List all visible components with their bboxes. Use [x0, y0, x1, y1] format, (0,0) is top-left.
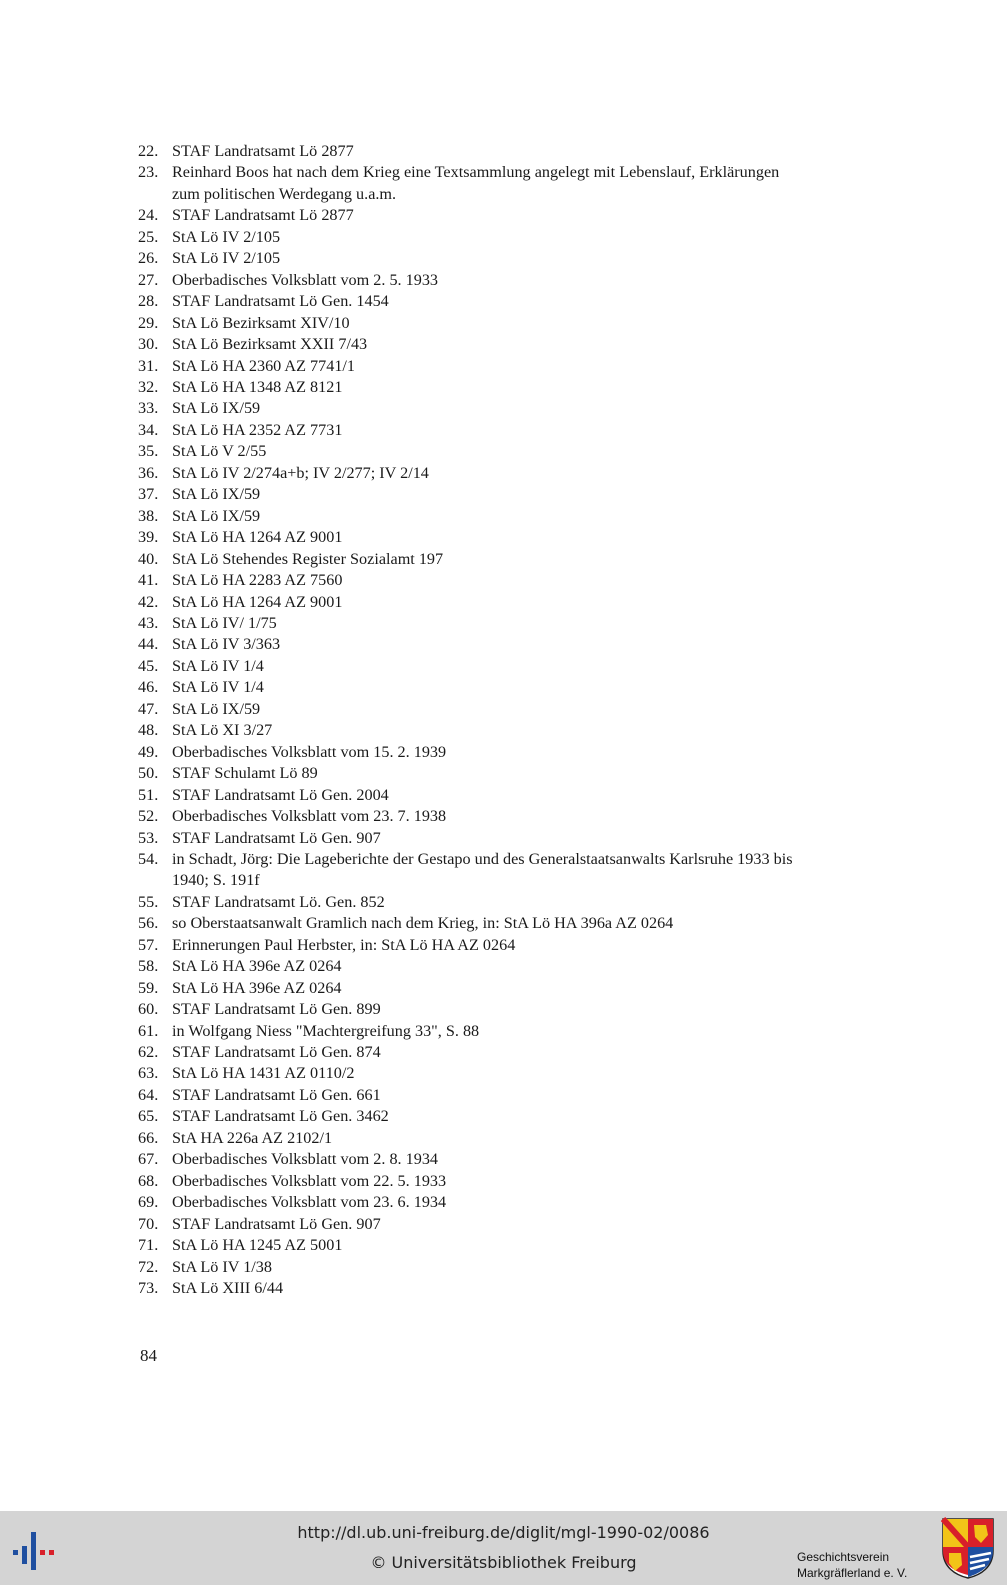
- endnote-item: [138, 892, 878, 913]
- endnote-number: 60.: [138, 1000, 159, 1019]
- endnote-item: [138, 1257, 878, 1278]
- endnote-item: [138, 1021, 878, 1042]
- endnote-text: StA HA 226a AZ 2102/1: [172, 1128, 333, 1147]
- endnote-number: 50.: [138, 764, 159, 783]
- endnote-number: 42.: [138, 592, 159, 611]
- endnote-text: StA Lö IV 3/363: [172, 635, 281, 654]
- endnote-text: StA Lö IX/59: [172, 485, 261, 504]
- endnote-item: [138, 549, 878, 570]
- endnote-item: [138, 527, 878, 548]
- endnote-item: [138, 441, 878, 462]
- endnote-number: 44.: [138, 635, 159, 654]
- endnote-item: [138, 1235, 878, 1256]
- endnote-text: Oberbadisches Volksblatt vom 22. 5. 1933: [172, 1171, 447, 1190]
- endnote-item: [138, 956, 878, 977]
- endnote-item: [138, 398, 878, 419]
- endnote-number: 64.: [138, 1085, 159, 1104]
- endnote-item: [138, 356, 878, 377]
- endnote-number: 70.: [138, 1214, 159, 1233]
- endnote-text: StA Lö IX/59: [172, 399, 261, 418]
- endnote-item: [138, 1171, 878, 1192]
- endnote-number: 31.: [138, 356, 159, 375]
- endnote-number: 66.: [138, 1128, 159, 1147]
- endnote-text: STAF Landratsamt Lö 2877: [172, 206, 354, 225]
- endnotes-list: [138, 141, 878, 1299]
- endnote-item: [138, 162, 878, 205]
- endnote-number: 25.: [138, 227, 159, 246]
- endnote-number: 38.: [138, 506, 159, 525]
- endnote-text: Oberbadisches Volksblatt vom 15. 2. 1939: [172, 742, 447, 761]
- endnote-number: 33.: [138, 399, 159, 418]
- endnote-item: [138, 913, 878, 934]
- endnote-text: Erinnerungen Paul Herbster, in: StA Lö HA AZ 0264: [172, 935, 516, 954]
- endnote-number: 54.: [138, 849, 159, 868]
- copyright-notice: © Universitätsbibliothek Freiburg: [370, 1553, 637, 1572]
- endnote-number: 48.: [138, 721, 159, 740]
- endnote-item: [138, 1042, 878, 1063]
- endnote-text: STAF Landratsamt Lö Gen. 907: [172, 828, 381, 847]
- endnote-number: 62.: [138, 1043, 159, 1062]
- endnote-text: StA Lö HA 396e AZ 0264: [172, 957, 342, 976]
- endnote-number: 22.: [138, 142, 159, 160]
- society-name-line2: Markgräflerland e. V.: [797, 1566, 908, 1580]
- endnote-item: [138, 463, 878, 484]
- endnote-text: STAF Landratsamt Lö Gen. 874: [172, 1043, 381, 1062]
- endnote-text: STAF Landratsamt Lö Gen. 3462: [172, 1107, 389, 1126]
- endnote-number: 34.: [138, 420, 159, 439]
- endnote-number: 72.: [138, 1257, 159, 1276]
- endnote-item: [138, 656, 878, 677]
- endnote-number: 59.: [138, 978, 159, 997]
- endnote-item: [138, 227, 878, 248]
- footer-bar: [0, 1511, 1007, 1585]
- endnote-text: StA Lö IV 1/4: [172, 656, 264, 675]
- endnote-number: 49.: [138, 742, 159, 761]
- endnote-text: StA Lö Bezirksamt XXII 7/43: [172, 335, 368, 354]
- endnote-text: StA Lö XIII 6/44: [172, 1279, 284, 1298]
- endnote-item: [138, 420, 878, 441]
- endnote-number: 46.: [138, 678, 159, 697]
- endnote-number: 63.: [138, 1064, 159, 1083]
- endnote-number: 52.: [138, 807, 159, 826]
- endnote-text: StA Lö HA 2360 AZ 7741/1: [172, 356, 356, 375]
- endnote-text: StA Lö IV/ 1/75: [172, 613, 277, 632]
- endnote-number: 27.: [138, 270, 159, 289]
- endnote-number: 71.: [138, 1236, 159, 1255]
- endnote-item: [138, 1085, 878, 1106]
- endnote-text: StA Lö Bezirksamt XIV/10: [172, 313, 350, 332]
- endnote-text: StA Lö IX/59: [172, 699, 261, 718]
- endnote-number: 43.: [138, 613, 159, 632]
- endnote-item: [138, 1278, 878, 1299]
- endnote-text: StA Lö HA 1348 AZ 8121: [172, 377, 343, 396]
- endnote-number: 36.: [138, 463, 159, 482]
- endnote-number: 40.: [138, 549, 159, 568]
- endnote-item: [138, 785, 878, 806]
- endnote-text: Oberbadisches Volksblatt vom 2. 8. 1934: [172, 1150, 439, 1169]
- endnote-number: 26.: [138, 249, 159, 268]
- endnote-number: 51.: [138, 785, 159, 804]
- endnote-item: [138, 1063, 878, 1084]
- endnote-number: 68.: [138, 1171, 159, 1190]
- endnote-text: STAF Landratsamt Lö Gen. 661: [172, 1085, 381, 1104]
- endnote-item: [138, 291, 878, 312]
- endnote-text: STAF Landratsamt Lö Gen. 907: [172, 1214, 381, 1233]
- endnote-number: 23.: [138, 163, 159, 182]
- endnote-item: [138, 592, 878, 613]
- endnote-text: so Oberstaatsanwalt Gramlich nach dem Krieg, in: StA Lö HA 396a AZ 0264: [172, 914, 674, 933]
- endnote-text: StA Lö IV 1/38: [172, 1257, 272, 1276]
- endnote-text: StA Lö IV 2/105: [172, 249, 281, 268]
- endnote-number: 61.: [138, 1021, 159, 1040]
- coat-of-arms-icon: [941, 1517, 995, 1579]
- society-name: [797, 1549, 927, 1581]
- endnote-number: 58.: [138, 957, 159, 976]
- endnote-text: StA Lö HA 1431 AZ 0110/2: [172, 1064, 355, 1083]
- endnote-number: 35.: [138, 442, 159, 461]
- endnote-item: [138, 763, 878, 784]
- society-name-line1: Geschichtsverein: [797, 1550, 890, 1564]
- endnote-text: in Wolfgang Niess "Machtergreifung 33", S. 88: [172, 1021, 480, 1040]
- endnote-item: [138, 484, 878, 505]
- endnote-number: 30.: [138, 335, 159, 354]
- endnote-item: [138, 270, 878, 291]
- endnote-number: 39.: [138, 528, 159, 547]
- endnote-text: StA Lö HA 396e AZ 0264: [172, 978, 342, 997]
- endnote-text: STAF Landratsamt Lö Gen. 2004: [172, 785, 389, 804]
- endnote-item: [138, 634, 878, 655]
- endnote-item: [138, 1149, 878, 1170]
- endnote-text: Oberbadisches Volksblatt vom 2. 5. 1933: [172, 270, 439, 289]
- endnote-item: [138, 999, 878, 1020]
- endnote-item: [138, 313, 878, 334]
- endnote-text: StA Lö IX/59: [172, 506, 261, 525]
- endnote-text: StA Lö HA 1245 AZ 5001: [172, 1236, 343, 1255]
- endnote-number: 65.: [138, 1107, 159, 1126]
- endnote-number: 55.: [138, 892, 159, 911]
- endnote-item: [138, 377, 878, 398]
- endnote-number: 24.: [138, 206, 159, 225]
- endnote-number: 53.: [138, 828, 159, 847]
- endnote-item: [138, 978, 878, 999]
- endnote-number: 32.: [138, 377, 159, 396]
- endnote-text: STAF Landratsamt Lö Gen. 899: [172, 1000, 381, 1019]
- endnote-number: 28.: [138, 292, 159, 311]
- endnote-text: StA Lö IV 2/274a+b; IV 2/277; IV 2/14: [172, 463, 429, 482]
- endnote-text: StA Lö HA 1264 AZ 9001: [172, 528, 343, 547]
- endnote-item: [138, 806, 878, 827]
- endnote-text: StA Lö HA 1264 AZ 9001: [172, 592, 343, 611]
- endnote-text: Reinhard Boos hat nach dem Krieg eine Textsammlung angelegt mit Lebenslauf, Erklärungen zum politischen Werdegang u.a.m.: [172, 163, 780, 203]
- endnote-text: StA Lö HA 2352 AZ 7731: [172, 420, 343, 439]
- endnote-number: 57.: [138, 935, 159, 954]
- endnote-text: StA Lö IV 1/4: [172, 678, 264, 697]
- endnote-text: StA Lö IV 2/105: [172, 227, 281, 246]
- endnote-item: [138, 570, 878, 591]
- endnote-item: [138, 720, 878, 741]
- endnote-item: [138, 828, 878, 849]
- endnote-text: in Schadt, Jörg: Die Lageberichte der Gestapo und des Generalstaatsanwalts Karlsruhe 1933 bis 1940; S. 191f: [172, 849, 793, 890]
- endnote-item: [138, 1106, 878, 1127]
- endnote-text: StA Lö Stehendes Register Sozialamt 197: [172, 549, 444, 568]
- endnote-item: [138, 699, 878, 720]
- endnote-text: StA Lö HA 2283 AZ 7560: [172, 571, 343, 590]
- endnote-item: [138, 1192, 878, 1213]
- endnote-item: [138, 141, 878, 162]
- endnote-item: [138, 613, 878, 634]
- endnote-item: [138, 506, 878, 527]
- endnote-item: [138, 849, 878, 892]
- endnote-number: 69.: [138, 1193, 159, 1212]
- endnote-text: StA Lö V 2/55: [172, 442, 267, 461]
- endnote-number: 56.: [138, 914, 159, 933]
- page-number: 84: [140, 1346, 157, 1365]
- endnote-text: STAF Landratsamt Lö Gen. 1454: [172, 292, 389, 311]
- endnote-text: STAF Schulamt Lö 89: [172, 764, 318, 783]
- endnote-number: 47.: [138, 699, 159, 718]
- endnote-item: [138, 1128, 878, 1149]
- endnote-item: [138, 742, 878, 763]
- endnote-item: [138, 248, 878, 269]
- endnote-text: Oberbadisches Volksblatt vom 23. 7. 1938: [172, 807, 447, 826]
- endnote-text: STAF Landratsamt Lö 2877: [172, 142, 354, 160]
- document-url-link[interactable]: http://dl.ub.uni-freiburg.de/diglit/mgl-1990-02/0086: [297, 1523, 710, 1542]
- endnote-number: 67.: [138, 1150, 159, 1169]
- endnote-item: [138, 1214, 878, 1235]
- endnote-number: 41.: [138, 571, 159, 590]
- endnote-item: [138, 935, 878, 956]
- endnote-number: 29.: [138, 313, 159, 332]
- endnote-item: [138, 677, 878, 698]
- endnote-item: [138, 334, 878, 355]
- endnote-number: 73.: [138, 1279, 159, 1298]
- endnote-item: [138, 205, 878, 226]
- endnote-text: STAF Landratsamt Lö. Gen. 852: [172, 892, 385, 911]
- endnote-number: 37.: [138, 485, 159, 504]
- endnote-text: StA Lö XI 3/27: [172, 721, 273, 740]
- endnote-number: 45.: [138, 656, 159, 675]
- endnote-text: Oberbadisches Volksblatt vom 23. 6. 1934: [172, 1193, 447, 1212]
